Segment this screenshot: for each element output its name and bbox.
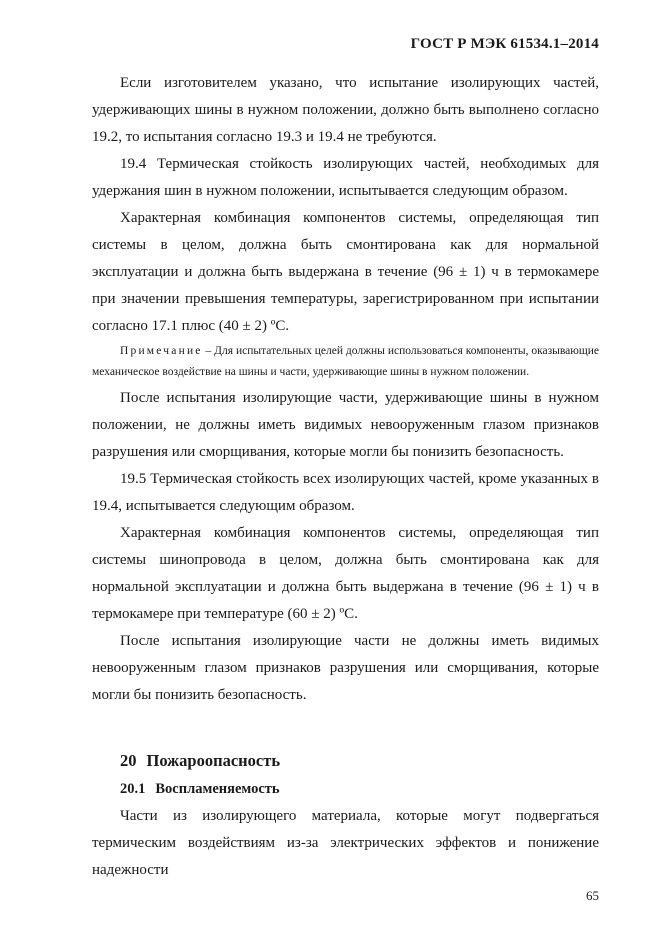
paragraph: После испытания изолирующие части не должны иметь видимых невооруженным глазом признаков разрушения или сморщивания, которые могли бы понизить безопасность. bbox=[92, 633, 599, 703]
standard-header: ГОСТ Р МЭК 61534.1–2014 bbox=[410, 36, 599, 52]
subsection-number: 20.1 bbox=[120, 781, 146, 797]
page-body bbox=[92, 70, 599, 884]
page-number: 65 bbox=[586, 888, 599, 903]
section-number: 20 bbox=[120, 751, 137, 770]
clause-19-4: 19.4 Термическая стойкость изолирующих частей, необходимых для удержания шин в нужном положении, испытывается следующим образом. bbox=[92, 156, 599, 199]
clause-19-5: 19.5 Термическая стойкость всех изолирующих частей, кроме указанных в 19.4, испытывается следующим образом. bbox=[92, 471, 599, 514]
note bbox=[92, 341, 599, 383]
note-label: Примечание bbox=[120, 345, 203, 357]
paragraph: Если изготовителем указано, что испытание изолирующих частей, удерживающих шины в нужном положении, должно быть выполнено согласно 19.2, то испытания согласно 19.3 и 19.4 не требуются. bbox=[92, 75, 599, 145]
note-text: – Для испытательных целей должны использоваться компоненты, оказывающие механическое воздействие на шины и части, удерживающие шины в нужном положении. bbox=[92, 345, 599, 378]
paragraph: После испытания изолирующие части, удерживающие шины в нужном положении, не должны иметь видимых невооруженным глазом признаков разрушения или сморщивания, которые могли бы понизить безопасность. bbox=[92, 390, 599, 460]
paragraph: Характерная комбинация компонентов системы, определяющая тип системы в целом, должна быть смонтирована как для нормальной эксплуатации и должна быть выдержана в течение (96 ± 1) ч в термокамере при значении превышения температуры, зарегистрированном при испытании согласно 17.1 плюс (40 ± 2) ºС. bbox=[92, 210, 599, 334]
section-heading bbox=[92, 747, 599, 774]
subsection-heading bbox=[92, 776, 599, 803]
paragraph: Характерная комбинация компонентов системы, определяющая тип системы шинопровода в целом, должна быть смонтирована как для нормальной эксплуатации и должна быть выдержана в течение (96 ± 1) ч в термокамере при температуре (60 ± 2) ºС. bbox=[92, 525, 599, 622]
section-title: Пожароопасность bbox=[146, 751, 281, 770]
paragraph: Части из изолирующего материала, которые могут подвергаться термическим воздействиям из-за электрических эффектов и понижение надежности bbox=[92, 808, 599, 878]
subsection-title: Воспламеняемость bbox=[155, 781, 280, 797]
